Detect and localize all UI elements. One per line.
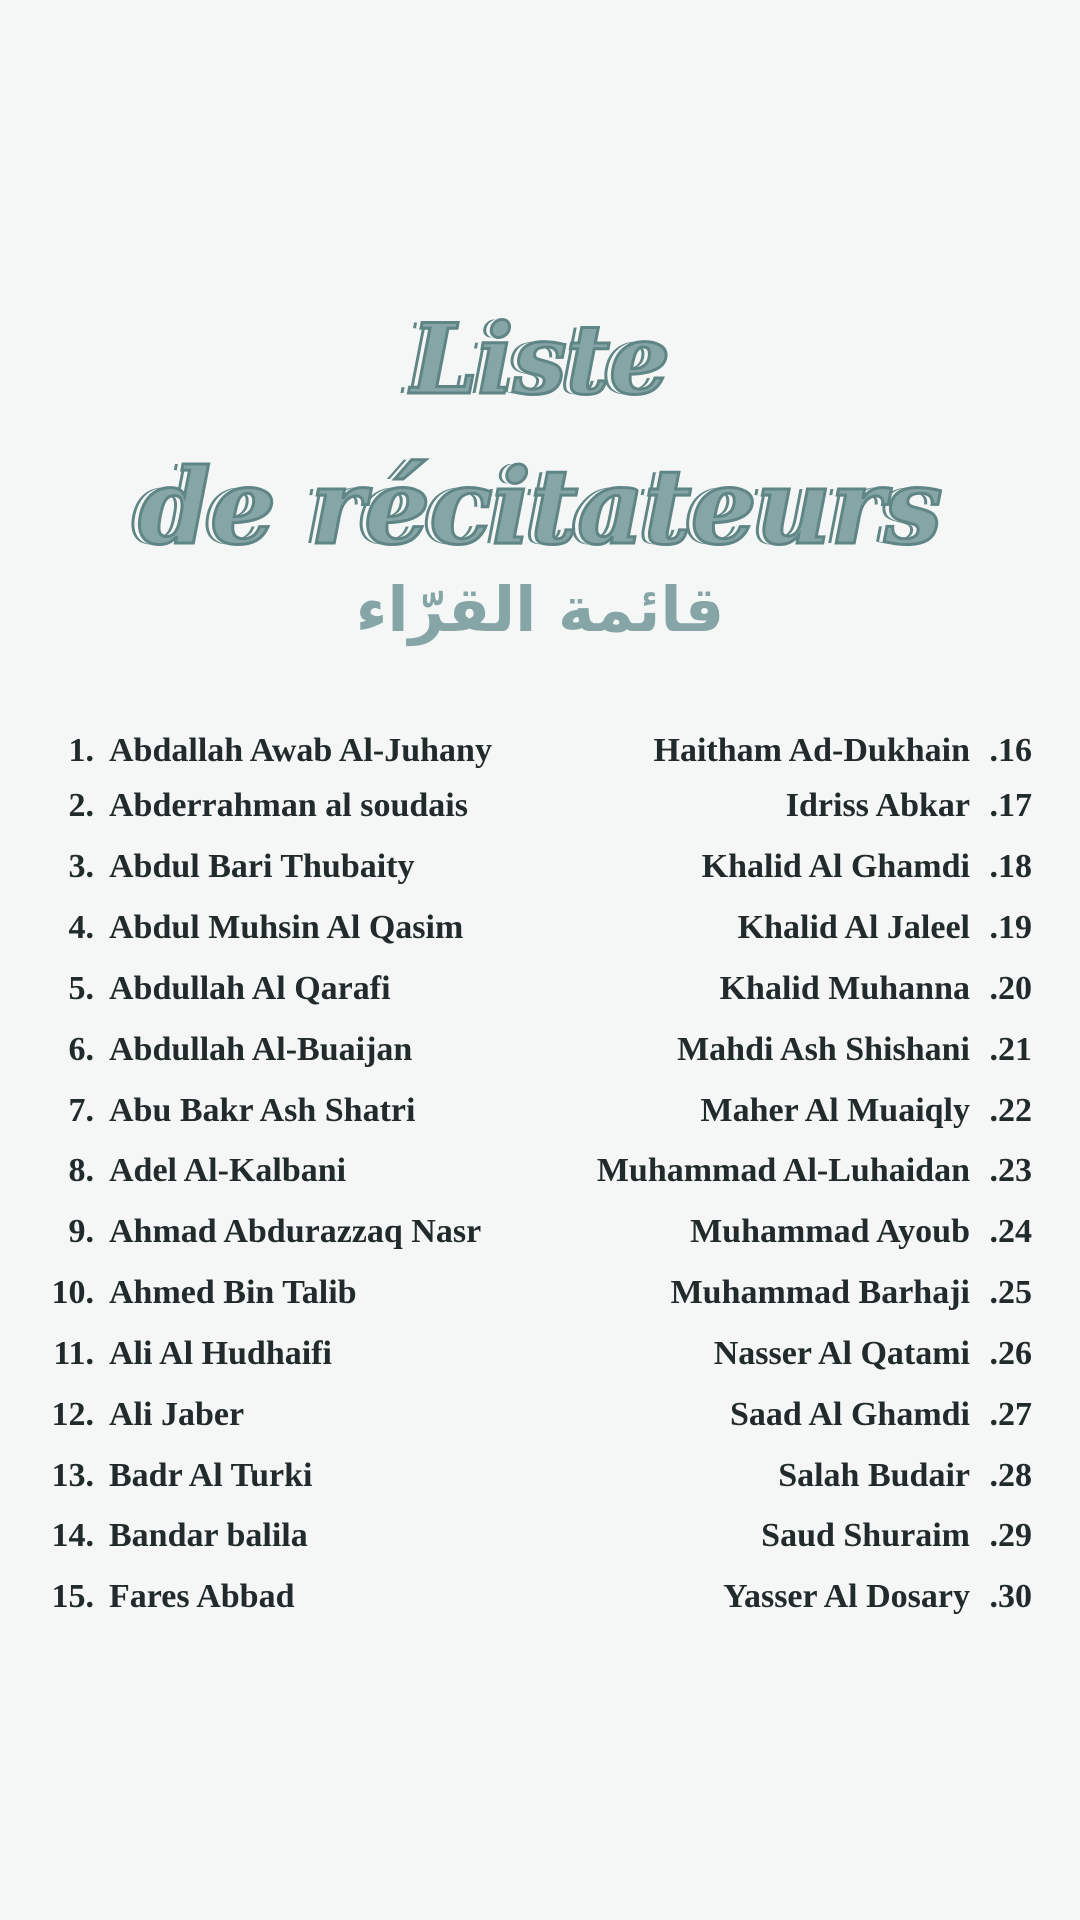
reciter-name: Abdul Muhsin Al Qasim: [109, 909, 464, 946]
reciter-name: Ahmed Bin Talib: [109, 1274, 357, 1311]
reciter-name: Abdul Bari Thubaity: [109, 848, 415, 885]
reciter-name: Abu Bakr Ash Shatri: [109, 1092, 416, 1129]
reciter-name: Nasser Al Qatami: [713, 1335, 970, 1372]
reciter-row: [0, 1143, 1080, 1199]
reciter-number: .22: [989, 1092, 1032, 1129]
reciter-number: .24: [989, 1213, 1032, 1250]
reciter-row: [0, 900, 1080, 956]
reciter-number: 15.: [51, 1578, 94, 1615]
reciter-name: Badr Al Turki: [109, 1457, 313, 1494]
reciter-name: Yasser Al Dosary: [723, 1578, 970, 1615]
reciter-name: Khalid Muhanna: [719, 970, 970, 1007]
reciter-row: [0, 1022, 1080, 1078]
reciter-name: Abderrahman al soudais: [109, 787, 468, 824]
reciter-name: Ahmad Abdurazzaq Nasr: [109, 1213, 482, 1250]
reciter-name: Ali Jaber: [109, 1396, 245, 1433]
reciter-name: Muhammad Al-Luhaidan: [596, 1152, 970, 1189]
reciter-number: 8.: [68, 1152, 94, 1189]
reciter-row: [0, 1387, 1080, 1443]
title-line-2: de récitateurs: [138, 445, 942, 568]
reciter-number: .18: [989, 848, 1032, 885]
reciter-name: Abdullah Al-Buaijan: [109, 1031, 413, 1068]
reciter-number: .17: [989, 787, 1032, 824]
reciter-name: Maher Al Muaiqly: [700, 1092, 970, 1129]
reciter-number: 12.: [51, 1396, 94, 1433]
reciter-name: Mahdi Ash Shishani: [677, 1031, 970, 1068]
reciter-name: Saud Shuraim: [761, 1517, 970, 1554]
reciter-number: 11.: [53, 1335, 94, 1372]
reciter-row: [0, 1326, 1080, 1382]
reciters-right-column: [0, 723, 1080, 1623]
reciter-name: Salah Budair: [778, 1457, 970, 1494]
reciter-row: [0, 778, 1080, 834]
reciter-name: Fares Abbad: [109, 1578, 295, 1615]
reciter-name: Bandar balila: [109, 1517, 308, 1554]
reciter-row: [0, 1569, 1080, 1625]
reciter-name: Saad Al Ghamdi: [730, 1396, 970, 1433]
reciter-number: 4.: [68, 909, 94, 946]
reciter-number: .29: [989, 1517, 1032, 1554]
reciter-number: 14.: [51, 1517, 94, 1554]
title-arabic: قائمة القرّاء: [355, 573, 725, 646]
reciter-number: .27: [989, 1396, 1032, 1433]
reciter-number: 9.: [68, 1213, 94, 1250]
reciter-number: .16: [989, 732, 1032, 769]
reciter-name: Abdullah Al Qarafi: [109, 970, 391, 1007]
title-line-1: Liste: [410, 303, 670, 416]
reciter-row: [0, 1508, 1080, 1564]
reciter-name: Adel Al-Kalbani: [109, 1152, 347, 1189]
reciter-number: .28: [989, 1457, 1032, 1494]
reciter-name: Haitham Ad-Dukhain: [653, 732, 970, 769]
reciter-name: Idriss Abkar: [785, 787, 970, 824]
reciter-number: .30: [989, 1578, 1032, 1615]
reciter-name: Abdallah Awab Al-Juhany: [109, 732, 492, 769]
reciter-number: 13.: [51, 1457, 94, 1494]
reciter-number: 3.: [68, 848, 94, 885]
reciter-row: [0, 1204, 1080, 1260]
reciter-name: Muhammad Barhaji: [670, 1274, 970, 1311]
reciter-name: Khalid Al Ghamdi: [701, 848, 970, 885]
reciter-number: 7.: [68, 1092, 94, 1129]
reciter-name: Muhammad Ayoub: [690, 1213, 970, 1250]
reciter-number: 5.: [68, 970, 94, 1007]
reciter-row: [0, 961, 1080, 1017]
reciter-number: .23: [989, 1152, 1032, 1189]
reciter-number: .20: [989, 970, 1032, 1007]
reciter-number: 10.: [51, 1274, 94, 1311]
reciter-name: Khalid Al Jaleel: [737, 909, 970, 946]
reciter-number: .19: [989, 909, 1032, 946]
reciter-row: [0, 723, 1080, 779]
reciter-number: 6.: [68, 1031, 94, 1068]
reciter-row: [0, 839, 1080, 895]
reciter-row: [0, 1265, 1080, 1321]
reciter-number: 2.: [68, 787, 94, 824]
reciter-row: [0, 1448, 1080, 1504]
reciter-number: .21: [989, 1031, 1032, 1068]
reciter-number: 1.: [68, 732, 94, 769]
reciter-name: Ali Al Hudhaifi: [109, 1335, 332, 1372]
reciter-number: .26: [989, 1335, 1032, 1372]
reciter-row: [0, 1083, 1080, 1139]
reciter-number: .25: [989, 1274, 1032, 1311]
